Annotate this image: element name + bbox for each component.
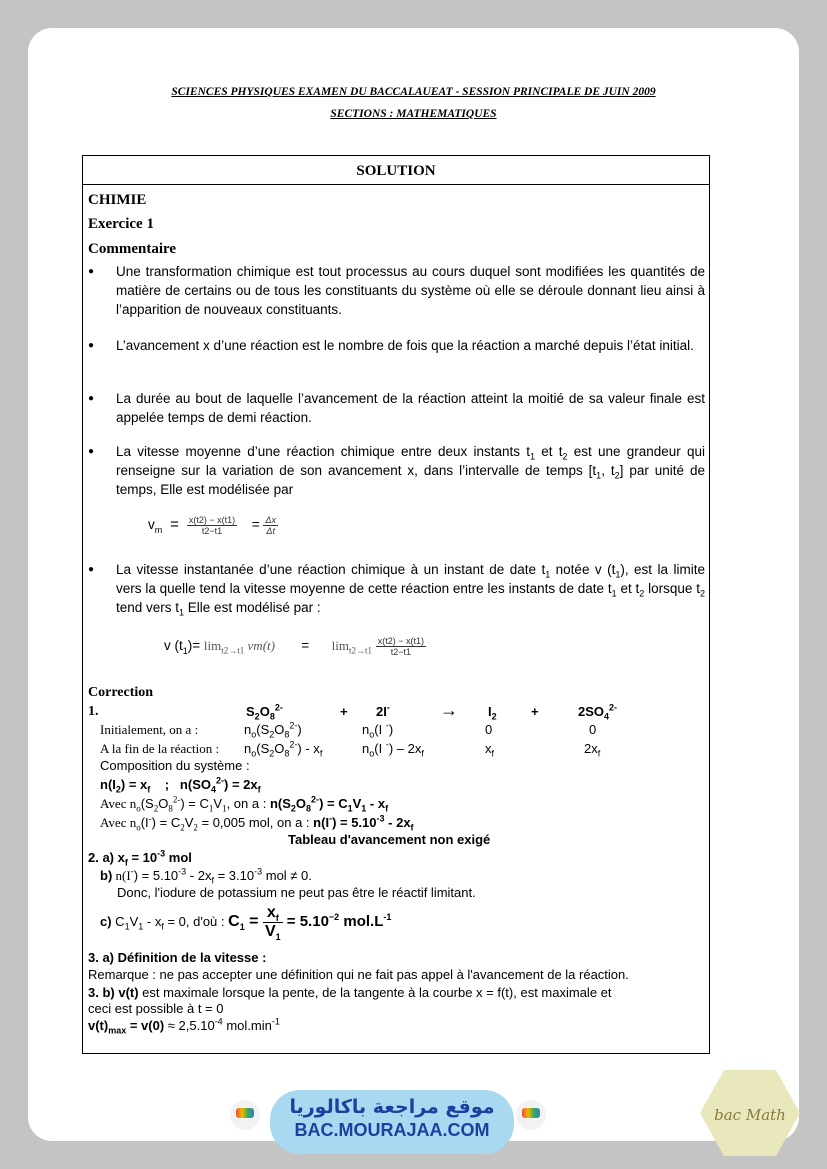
product-so4: $2SO_4^{2-}$ bbox=[578, 702, 618, 722]
section-header: SECTIONS : MATHEMATIQUES bbox=[330, 108, 497, 120]
avec-s2o8-line: Avec $n_o(S_2O_8^{2-}) = C_1V_1$, on a : $n(S_2O_8^{2-}) = C_1V_1 - x_f$ bbox=[100, 794, 389, 814]
donc-statement: Donc, l'iodure de potassium ne peut pas être le réactif limitant. bbox=[117, 885, 476, 900]
bullet-marker: ● bbox=[88, 446, 95, 457]
row-label-final: A la fin de la réaction : bbox=[100, 741, 220, 756]
plus-sign: + bbox=[340, 704, 348, 719]
bullet-marker: ● bbox=[88, 393, 95, 404]
site-logo-icon bbox=[516, 1100, 546, 1130]
cell-initial-so4: 0 bbox=[589, 722, 597, 737]
banner-url: BAC.MOURAJAA.COM bbox=[294, 1120, 490, 1140]
cell-final-so4: $2x_f$ bbox=[584, 741, 601, 759]
bullet-text: La vitesse moyenne d’une réaction chimique entre deux instants $t_1$ et $t_2$ est une grandeur qui renseigne sur la variation de son avancement x, dans l’intervalle de temps [$t_1$, $t_2$] par unité de temps, Elle est modélisée par bbox=[116, 444, 706, 497]
fraction: $\frac{x(t2) - x(t1)}{t2-t1}$ bbox=[377, 636, 425, 657]
section-chimie: CHIMIE bbox=[88, 192, 147, 208]
product-i2: $I_2$ bbox=[488, 704, 497, 722]
bullet-marker: ● bbox=[88, 340, 95, 351]
commentary-title: Commentaire bbox=[88, 241, 177, 257]
answer-2c: c) $C_1V_1 - x_f = 0$, d'où : $C_1$ = $\frac{x_f}{V_1}$ = $5.10^{-2}$ $mol.L^{-1}$ bbox=[100, 904, 392, 943]
solution-title: SOLUTION bbox=[83, 156, 709, 185]
answer-2b: b) $n(I^-) = 5.10^{-3} - 2x_f = 3.10^{-3}$ mol ≠ 0. bbox=[100, 866, 312, 886]
bullet-text: La durée au bout de laquelle l’avancement de la réaction atteint la moitié de sa valeur finale est appelée temps de demi réaction. bbox=[116, 391, 705, 425]
exercise-title: Exercice 1 bbox=[88, 216, 154, 232]
answer-2a: 2. a) $x_f = 10^{-3}$ mol bbox=[88, 848, 192, 868]
bullet-text: Une transformation chimique est tout processus au cours duquel sont modifiées les quantités de matière de certains ou de tous les constituants du système où elle se déroule donnant lieu ainsi à l’apparition de nouveaux constituants. bbox=[116, 264, 705, 317]
reactant-s2o8: $S_2O_8^{2-}$ bbox=[246, 702, 283, 722]
cell-initial-s2o8: $n_o(S_2O_8^{2-})$ bbox=[244, 720, 302, 740]
fraction-xf-v1: $\frac{x_f}{V_1}$ bbox=[264, 904, 281, 943]
composition-label: Composition du système : bbox=[100, 758, 250, 773]
reaction-arrow: → bbox=[440, 700, 458, 720]
bac-math-logo bbox=[698, 1068, 802, 1158]
question-number: 1. bbox=[88, 704, 99, 719]
cell-final-iodide: $n_o(I$ $^-) - 2x_f$ bbox=[362, 739, 424, 759]
answer-3a: 3. a) Définition de la vitesse : bbox=[88, 950, 267, 965]
fraction: $\frac{\Delta x}{\Delta t}$ bbox=[265, 515, 276, 536]
bullet-marker: ● bbox=[88, 266, 95, 277]
reactant-iodide: 2I- bbox=[376, 702, 390, 719]
formula-v: v $(t_1)= \lim_{t2\to t1} vm(t)$ = $\lim_{t2\to t1}$ $\frac{x(t2) - x(t1)}{t2-t1}$ bbox=[164, 636, 425, 657]
remarque: Remarque : ne pas accepter une définition qui ne fait pas appel à l'avancement de la réaction. bbox=[88, 967, 629, 982]
site-banner-link[interactable] bbox=[270, 1090, 514, 1154]
bullet-text: L’avancement x d’une réaction est le nombre de fois que la réaction a marché depuis l’état initial. bbox=[116, 338, 694, 353]
bullet-text: La vitesse instantanée d’une réaction chimique à un instant de date $t_1$ notée v $(t_1)$, est la limite vers la quelle tend la vitesse moyenne de cette réaction entre les instants de date $t_1$ et $t_2$ lorsque $t_2$ tend vers $t_1$ Elle est modélisé par : bbox=[116, 562, 706, 618]
answer-3b: 3. b) v(t) est maximale lorsque la pente, de la tangente à la courbe x = f(t), est maximale et bbox=[88, 985, 612, 1000]
site-logo-icon bbox=[230, 1100, 260, 1130]
fraction: $\frac{x(t2) - x(t1)}{t2-t1}$ bbox=[188, 515, 236, 536]
bullet-marker: ● bbox=[88, 564, 95, 575]
avec-iodide-line: Avec $n_o(I^-) = C_2V_2 = 0,005$ mol, on a : $n(I^-) = 5.10^{-3} - 2x_f$ bbox=[100, 813, 414, 833]
vmax-line: $v(t)_{max} = v(0) \approx 2,5.10^{-4}$ $mol.\min^{-1}$ bbox=[88, 1016, 280, 1036]
answer-3b-line2: ceci est possible à t = 0 bbox=[88, 1001, 224, 1016]
logo-text: bac Math bbox=[714, 1106, 786, 1124]
tableau-note: Tableau d'avancement non exigé bbox=[288, 832, 491, 847]
row-label-initial: Initialement, on a : bbox=[100, 722, 199, 737]
correction-title: Correction bbox=[88, 685, 154, 700]
cell-final-i2: $x_f$ bbox=[485, 741, 495, 759]
composition-values: $n(I_2) = x_f$ ; $n(SO_4^{2-}) = 2x_f$ bbox=[100, 775, 261, 795]
cell-initial-i2: 0 bbox=[485, 722, 493, 737]
banner-arabic: موقع مراجعة باكالوريا bbox=[289, 1096, 495, 1118]
plus-sign: + bbox=[531, 704, 539, 719]
cell-final-s2o8: $n_o(S_2O_8^{2-}) - x_f$ bbox=[244, 739, 323, 759]
cell-initial-iodide: $n_o(I$ -) bbox=[362, 720, 394, 740]
exam-header: SCIENCES PHYSIQUES EXAMEN DU BACCALAUEAT - SESSION PRINCIPALE DE JUIN 2009 bbox=[171, 86, 656, 98]
formula-vm: $v_m$ = $\frac{x(t2) - x(t1)}{t2-t1}$ = $\frac{\Delta x}{\Delta t}$ bbox=[148, 515, 276, 536]
